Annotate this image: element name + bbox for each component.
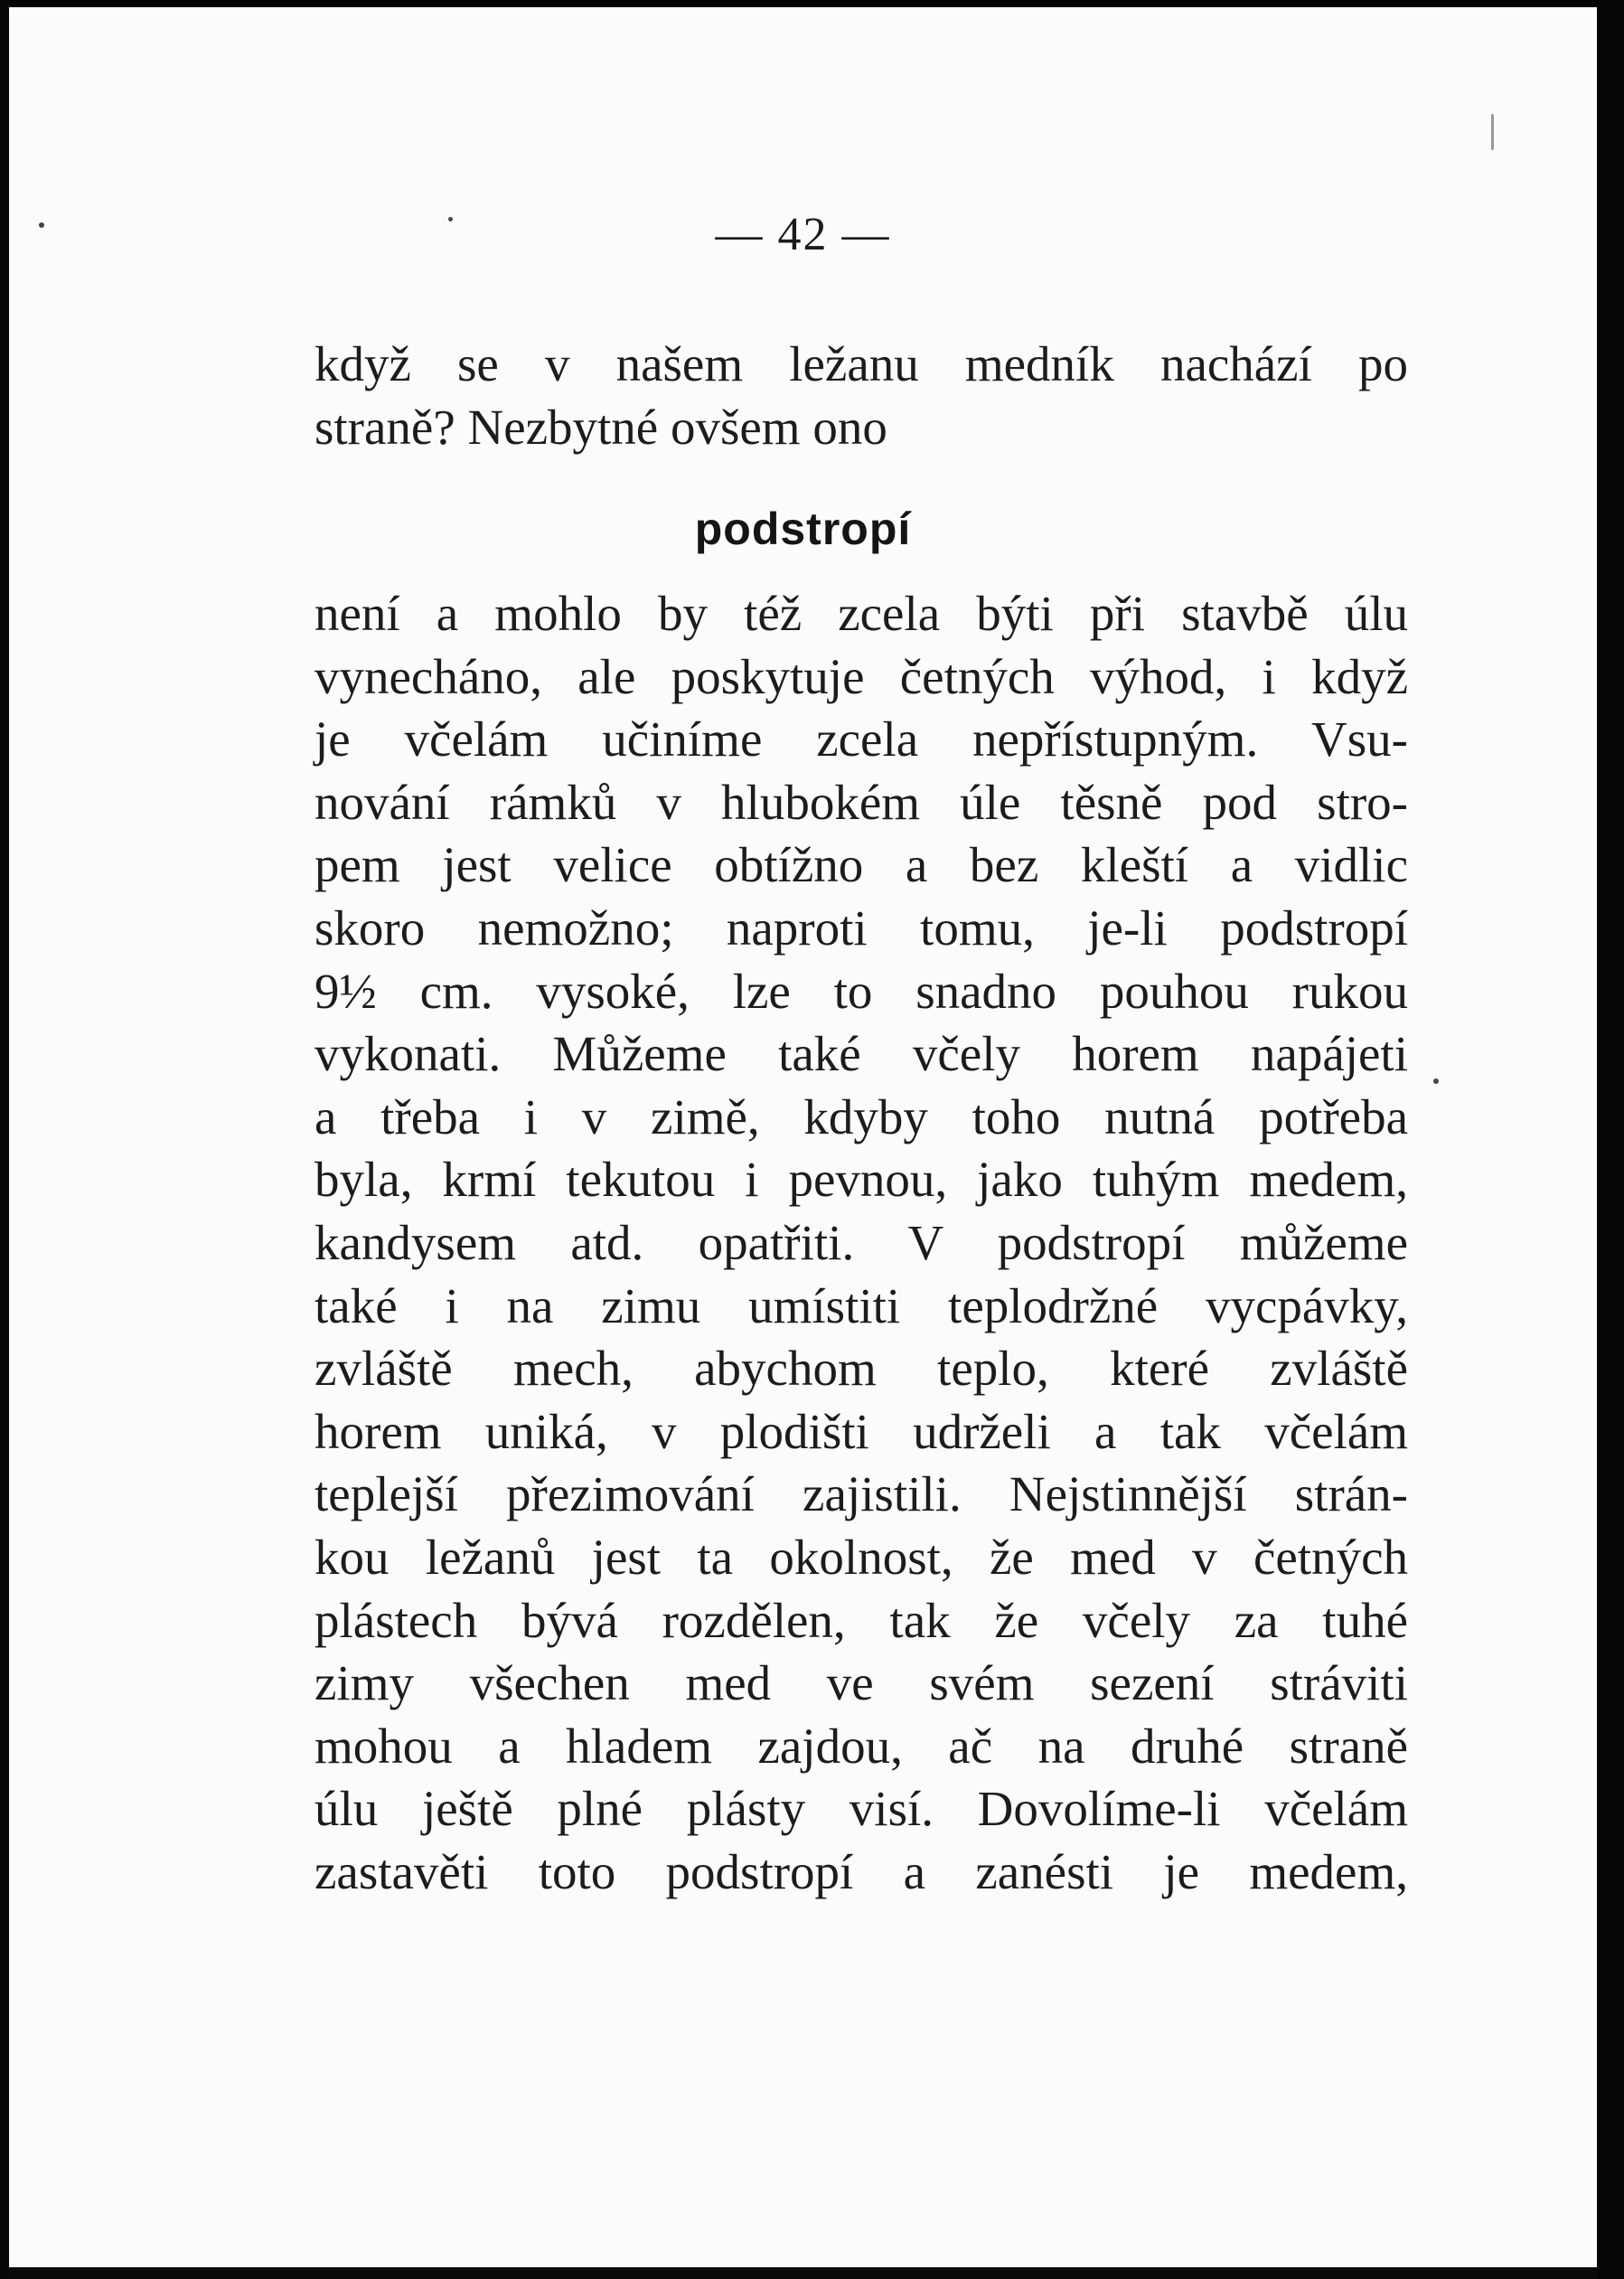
text-line: zimy všechen med ve svém sezení stráviti [314, 1655, 1408, 1711]
text-line: je včelám učiníme zcela nepřístupným. Vsu- [314, 711, 1408, 768]
text-line: vynecháno, ale poskytuje četných výhod, i když [314, 648, 1408, 704]
book-page [9, 7, 1597, 2267]
text-line: teplejší přezimování zajistili. Nejstinnější strán- [314, 1466, 1408, 1522]
body-paragraph [314, 582, 1408, 1903]
text-line: horem uniká, v plodišti udrželi a tak včelám [314, 1403, 1408, 1459]
text-line: úlu ještě plné plásty visí. Dovolíme-li včelám [314, 1781, 1408, 1837]
scan-border-left [0, 0, 9, 2279]
scan-border-top [0, 0, 1624, 7]
section-heading: podstropí [694, 504, 912, 554]
text-line: 9½ cm. vysoké, lze to snadno pouhou rukou [314, 963, 1408, 1019]
intro-paragraph [314, 333, 1408, 458]
text-line: a třeba i v zimě, kdyby toho nutná potřeba [314, 1088, 1408, 1144]
text-line: zvláště mech, abychom teplo, které zvláště [314, 1341, 1408, 1397]
text-line: plástech bývá rozdělen, tak že včely za tuhé [314, 1592, 1408, 1648]
text-line: straně? Nezbytné ovšem ono [314, 399, 887, 455]
text-line: nování rámků v hlubokém úle těsně pod stro- [314, 774, 1408, 830]
text-line: mohou a hladem zajdou, ač na druhé straně [314, 1718, 1408, 1774]
text-line: kandysem atd. opatřiti. V podstropí můžeme [314, 1214, 1408, 1270]
print-speck [1491, 114, 1494, 150]
text-line: také i na zimu umístiti teplodržné vycpávky, [314, 1277, 1408, 1333]
text-line: zastavěti toto podstropí a zanésti je medem, [314, 1843, 1408, 1899]
text-line: byla, krmí tekutou i pevnou, jako tuhým medem, [314, 1152, 1408, 1208]
text-line: když se v našem ležanu medník nachází po [314, 336, 1408, 391]
text-line: kou ležanů jest ta okolnost, že med v četných [314, 1529, 1408, 1585]
page-number: — 42 — [715, 209, 891, 260]
text-line: pem jest velice obtížno a bez kleští a vidlic [314, 837, 1408, 893]
text-line: vykonati. Můžeme také včely horem napájeti [314, 1026, 1408, 1082]
text-line: není a mohlo by též zcela býti při stavbě úlu [314, 586, 1408, 641]
scan-border-right [1597, 0, 1624, 2279]
print-speck [1433, 1078, 1439, 1084]
text-line: skoro nemožno; naproti tomu, je-li podstropí [314, 899, 1408, 956]
